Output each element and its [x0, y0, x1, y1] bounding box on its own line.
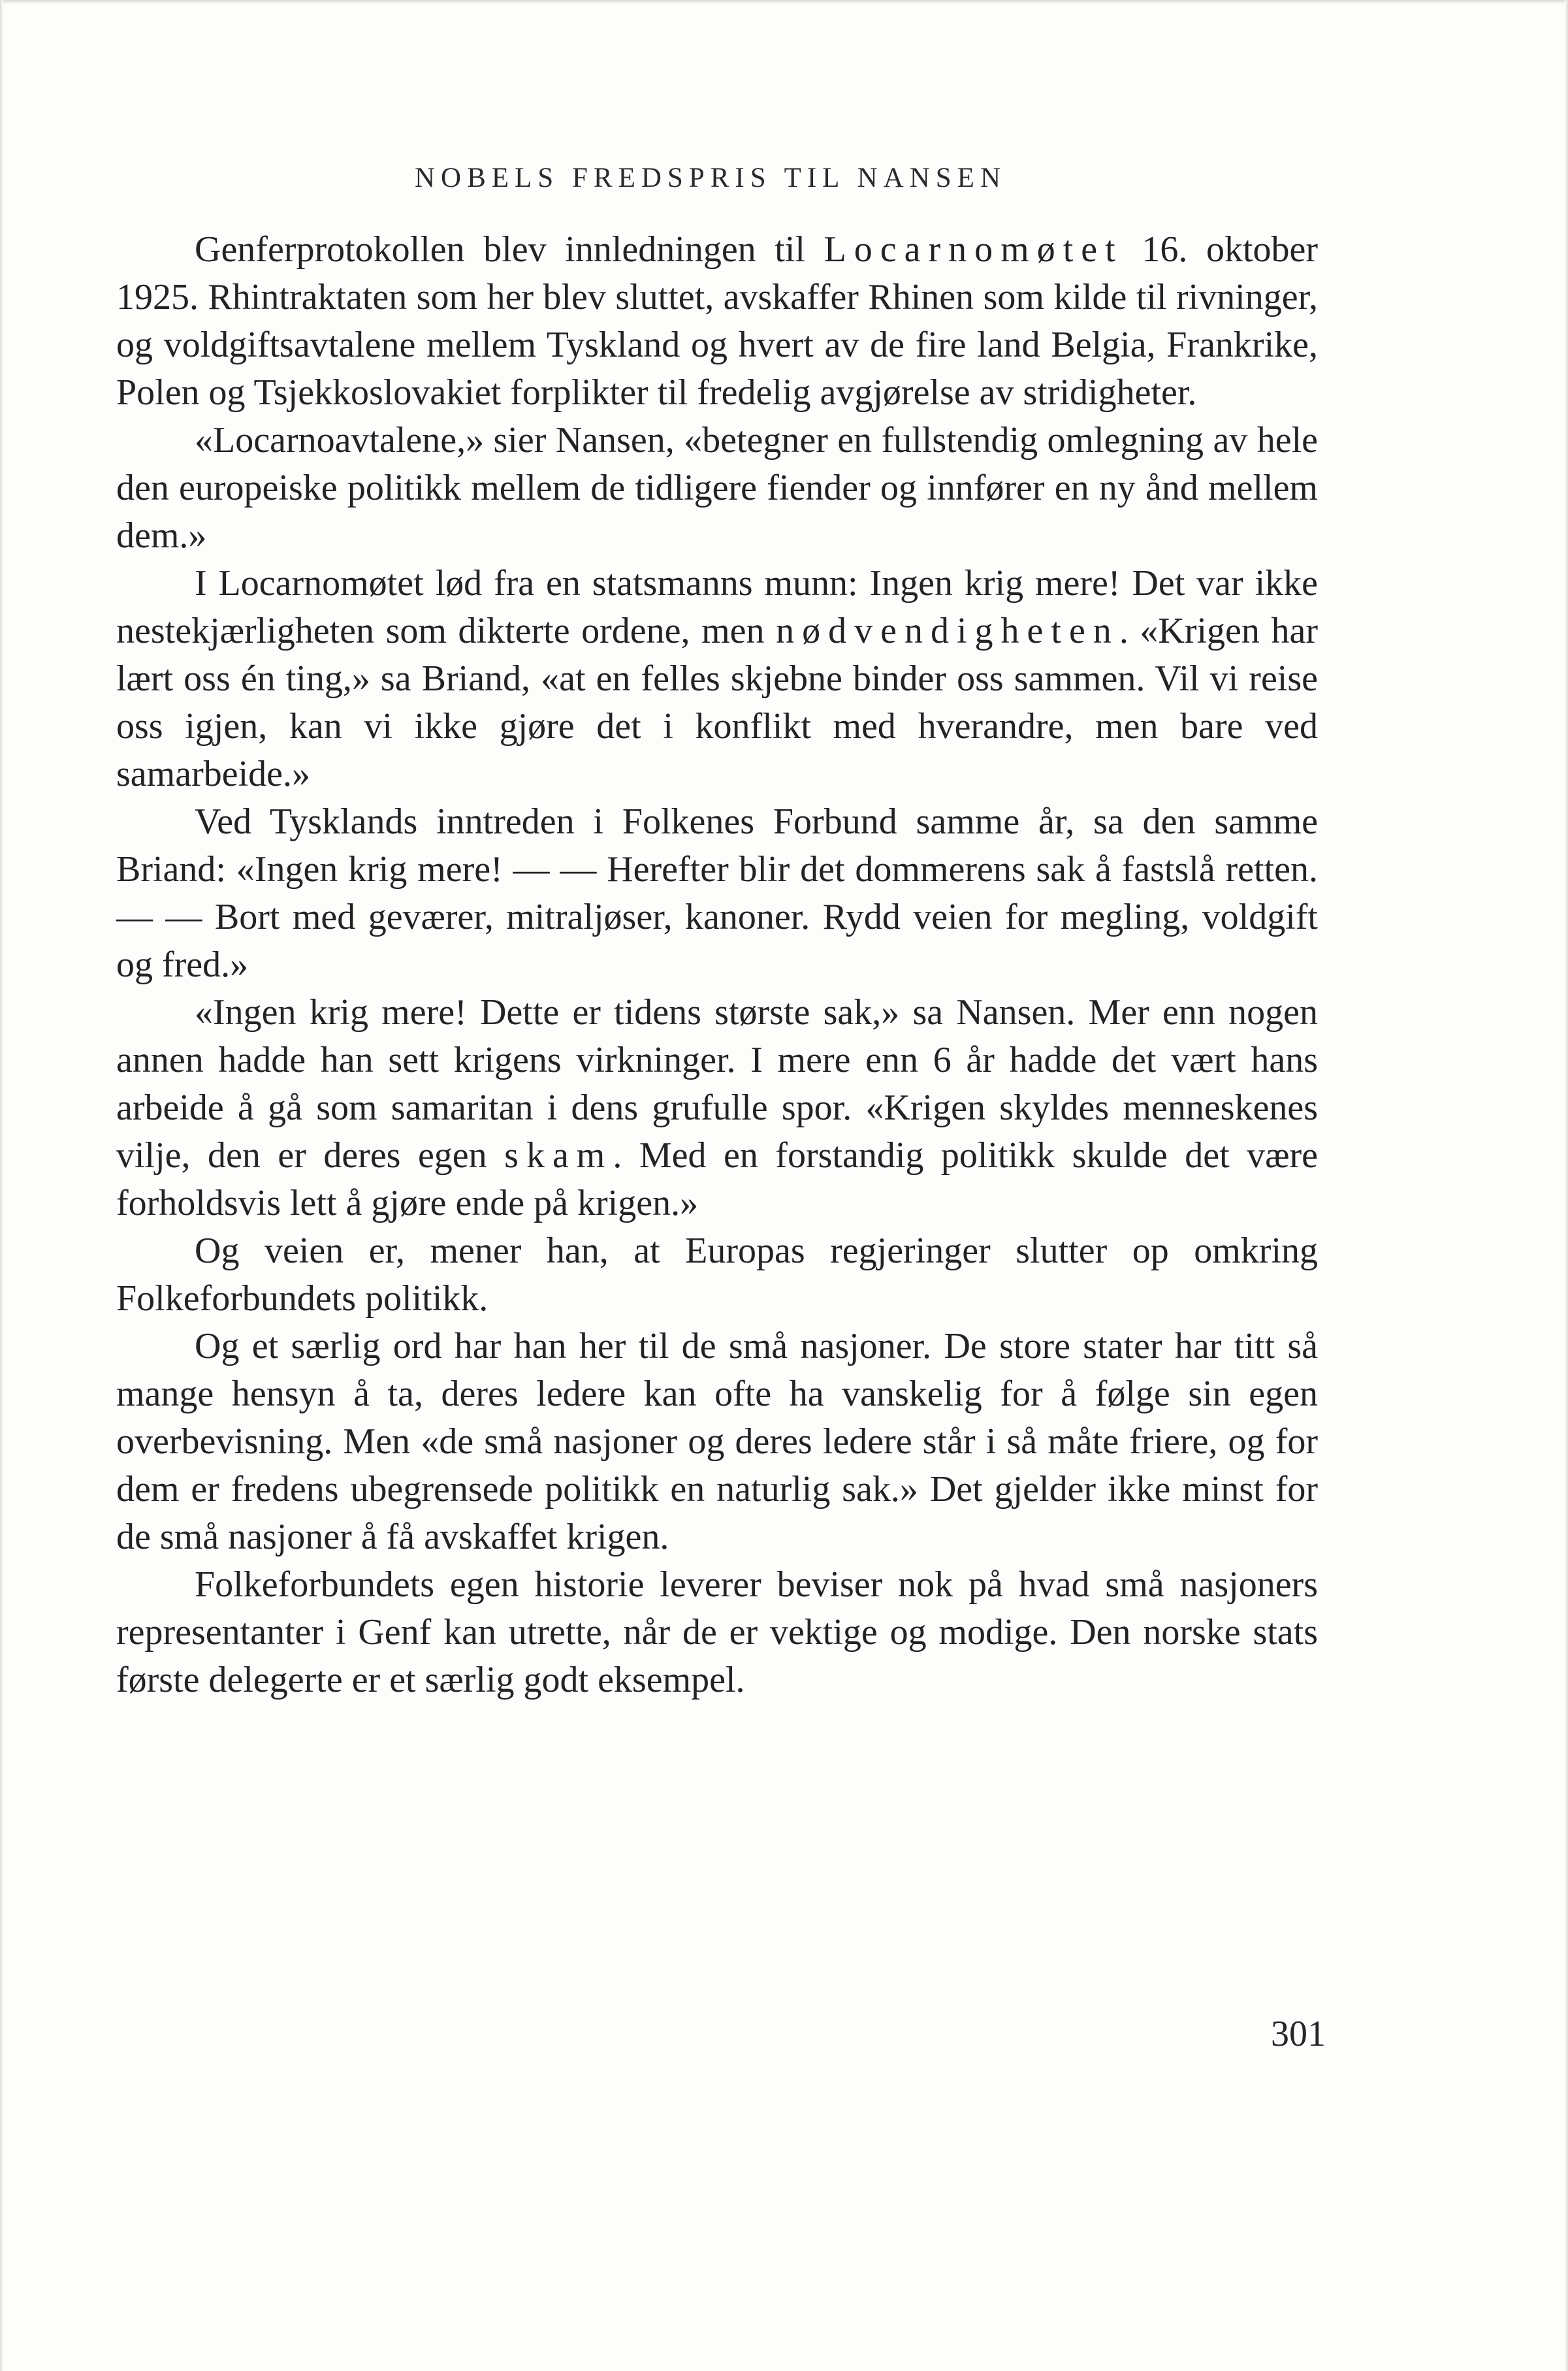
paragraph: «Locarnoavtalene,» sier Nansen, «betegner en fullstendig omlegning av hele den europeiske politikk mellem de tidligere fiender og innfører en ny ånd mellem dem.» [116, 420, 1318, 556]
paragraph-text: Genferprotokollen blev innledningen til [195, 229, 824, 270]
spaced-emphasis: skam [504, 1135, 613, 1176]
paragraph [116, 989, 1318, 1227]
spaced-emphasis: Locarnomøtet [824, 229, 1123, 270]
spaced-emphasis: nødvendigheten [776, 611, 1119, 651]
paragraph-text: 16. oktober 1925. Rhintraktaten som her blev sluttet, avskaffer Rhinen som kilde til rivninger, og voldgiftsavtalene mellem Tyskland og hvert av de fire land Belgia, Frankrike, Polen og Tsjekkoslovakiet forplikter til fredelig avgjørelse av stridigheter. [116, 229, 1319, 413]
running-head: NOBELS FREDSPRIS TIL NANSEN [414, 163, 1006, 193]
page-number: 301 [1271, 2014, 1326, 2054]
paragraph [116, 560, 1318, 798]
scan-edge-left [0, 0, 3, 2371]
paragraph [116, 226, 1318, 417]
paragraph-text: . Med en forstandig politikk skulde det være forholdsvis lett å gjøre ende på krigen.» [116, 1135, 1318, 1223]
body-text [116, 226, 1318, 1704]
scan-edge-right [1565, 0, 1568, 2371]
paragraph-text: . «Krigen har lært oss én ting,» sa Briand, «at en felles skjebne binder oss sammen. Vil vi reise oss igjen, kan vi ikke gjøre det i konflikt med hverandre, men bare ved samarbeide.» [116, 611, 1318, 794]
paragraph: Ved Tysklands inntreden i Folkenes Forbund samme år, sa den samme Briand: «Ingen krig mere! — — Herefter blir det dommerens sak å fastslå retten. — — Bort med geværer, mitraljøser, kanoner. Rydd veien for megling, voldgift og fred.» [116, 801, 1318, 985]
paragraph-text: I Locarnomøtet lød fra en statsmanns munn: Ingen krig mere! Det var ikke nestekjærligheten som dikterte ordene, men [116, 563, 1318, 651]
paragraph: Og veien er, mener han, at Europas regjeringer slutter op omkring Folkeforbundets politikk. [116, 1231, 1318, 1319]
scan-edge-top [0, 0, 1568, 4]
paragraph-text: «Ingen krig mere! Dette er tidens største sak,» sa Nansen. Mer enn nogen annen hadde han sett krigens virkninger. I mere enn 6 år hadde det vært hans arbeide å gå som samaritan i dens grufulle spor. «Krigen skyldes menneskenes vilje, den er deres egen [116, 992, 1318, 1176]
paragraph: Og et særlig ord har han her til de små nasjoner. De store stater har titt så mange hensyn å ta, deres ledere kan ofte ha vanskelig for å følge sin egen overbevisning. Men «de små nasjoner og deres ledere står i så måte friere, og for dem er fredens ubegrensede politikk en naturlig sak.» Det gjelder ikke minst for de små nasjoner å få avskaffet krigen. [116, 1326, 1318, 1557]
paragraph: Folkeforbundets egen historie leverer beviser nok på hvad små nasjoners representanter i Genf kan utrette, når de er vektige og modige. Den norske stats første delegerte er et særlig godt eksempel. [116, 1564, 1318, 1700]
